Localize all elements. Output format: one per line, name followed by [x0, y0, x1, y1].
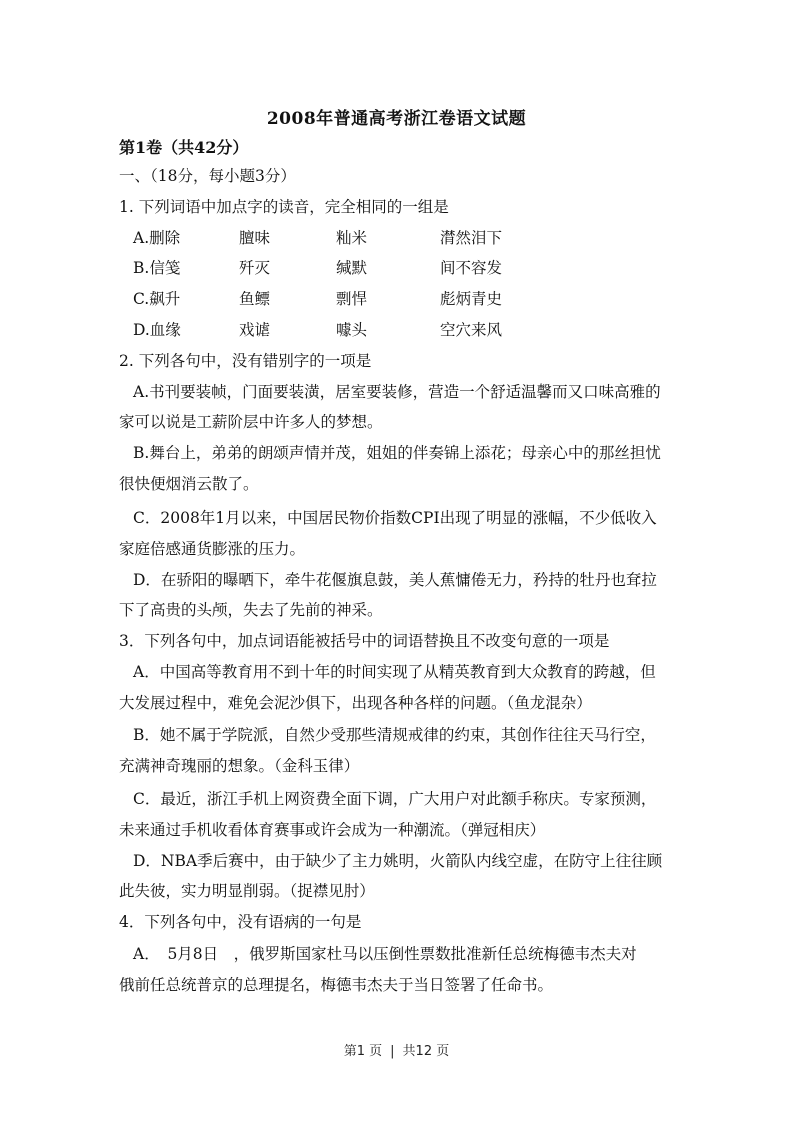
q3-option-b-line1: B．她不属于学院派，自然少受那些清规戒律的约束，其创作往往天马行空， — [133, 726, 656, 744]
q1-option-d-word4: 空穴来风 — [440, 321, 503, 339]
q4-option-a-line2: 俄前任总统普京的总理提名，梅德韦杰夫于当日签署了任命书。 — [119, 976, 554, 994]
question-2-stem: 2. 下列各句中，没有错别字的一项是 — [119, 352, 372, 370]
page-footer — [0, 1040, 793, 1059]
part-one-heading: 一、（18分，每小题3分） — [119, 167, 296, 185]
q1-option-a-word2: 膻味 — [239, 229, 271, 247]
q1-option-b-word3: 缄默 — [336, 259, 368, 277]
q1-option-b-word4: 间不容发 — [440, 259, 503, 277]
q1-option-c-word2: 鱼鳔 — [239, 290, 271, 308]
q1-option-b-word2: 歼灭 — [239, 259, 271, 277]
q1-option-d-word2: 戏谑 — [239, 321, 271, 339]
q3-option-d-line1: D．NBA季后赛中，由于缺少了主力姚明，火箭队内线空虚，在防守上往往顾 — [133, 852, 663, 870]
q1-option-d: D.血缘 — [133, 321, 181, 339]
q2-option-b-line1: B.舞台上，弟弟的朗颂声情并茂，姐姐的伴奏锦上添花；母亲心中的那丝担忧 — [133, 444, 661, 462]
question-3-stem: 3．下列各句中，加点词语能被括号中的词语替换且不改变句意的一项是 — [119, 632, 610, 650]
q2-option-b-line2: 很快便烟消云散了。 — [119, 475, 259, 493]
q3-option-a-line2: 大发展过程中，难免会泥沙俱下，出现各种各样的问题。（鱼龙混杂） — [119, 694, 592, 712]
q3-option-a-line1: A．中国高等教育用不到十年的时间实现了从精英教育到大众教育的跨越，但 — [133, 663, 656, 681]
q1-option-c-word3: 剽悍 — [336, 290, 368, 308]
section-heading: 第1卷（共42分） — [119, 138, 249, 157]
q3-option-c-line1: C．最近，浙江手机上网资费全面下调，广大用户对此额手称庆。专家预测， — [133, 790, 657, 808]
q1-option-b: B.信笺 — [133, 259, 181, 277]
q1-option-c: C.飙升 — [133, 290, 181, 308]
q3-option-b-line2: 充满神奇瑰丽的想象。（金科玉律） — [119, 757, 360, 775]
q4-option-a-line1: A． 5月8日 ，俄罗斯国家杜马以压倒性票数批准新任总统梅德韦杰夫对 — [133, 945, 637, 963]
q2-option-c-line1: C．2008年1月以来，中国居民物价指数CPI出现了明显的涨幅，不少低收入 — [133, 509, 657, 527]
document-title: 2008年普通高考浙江卷语文试题 — [266, 109, 527, 129]
q3-option-c-line2: 未来通过手机收看体育赛事或许会成为一种潮流。（弹冠相庆） — [119, 821, 546, 839]
footer-separator: | — [390, 1044, 395, 1059]
question-1-stem: 1. 下列词语中加点字的读音，完全相同的一组是 — [119, 198, 449, 216]
question-4-stem: 4．下列各句中，没有语病的一句是 — [119, 913, 362, 931]
page-number: 第1 页 — [343, 1044, 383, 1059]
q2-option-a-line1: A.书刊要装帧，门面要装潢，居室要装修，营造一个舒适温馨而又口味高雅的 — [133, 383, 661, 401]
total-pages: 共12 页 — [402, 1044, 450, 1059]
q3-option-d-line2: 此失彼，实力明显削弱。（捉襟见肘） — [119, 882, 375, 900]
q1-option-d-word3: 噱头 — [336, 321, 368, 339]
q2-option-a-line2: 家可以说是工薪阶层中许多人的梦想。 — [119, 413, 383, 431]
q1-option-c-word4: 彪炳青史 — [440, 290, 503, 308]
q1-option-a-word3: 籼米 — [336, 229, 368, 247]
q1-option-a-word4: 潸然泪下 — [440, 229, 503, 247]
q2-option-d-line1: D．在骄阳的曝晒下，牵牛花偃旗息鼓，美人蕉慵倦无力，矜持的牡丹也耷拉 — [133, 571, 657, 589]
q2-option-d-line2: 下了高贵的头颅，失去了先前的神采。 — [119, 601, 383, 619]
q1-option-a: A.删除 — [133, 229, 181, 247]
q2-option-c-line2: 家庭倍感通货膨涨的压力。 — [119, 540, 306, 558]
